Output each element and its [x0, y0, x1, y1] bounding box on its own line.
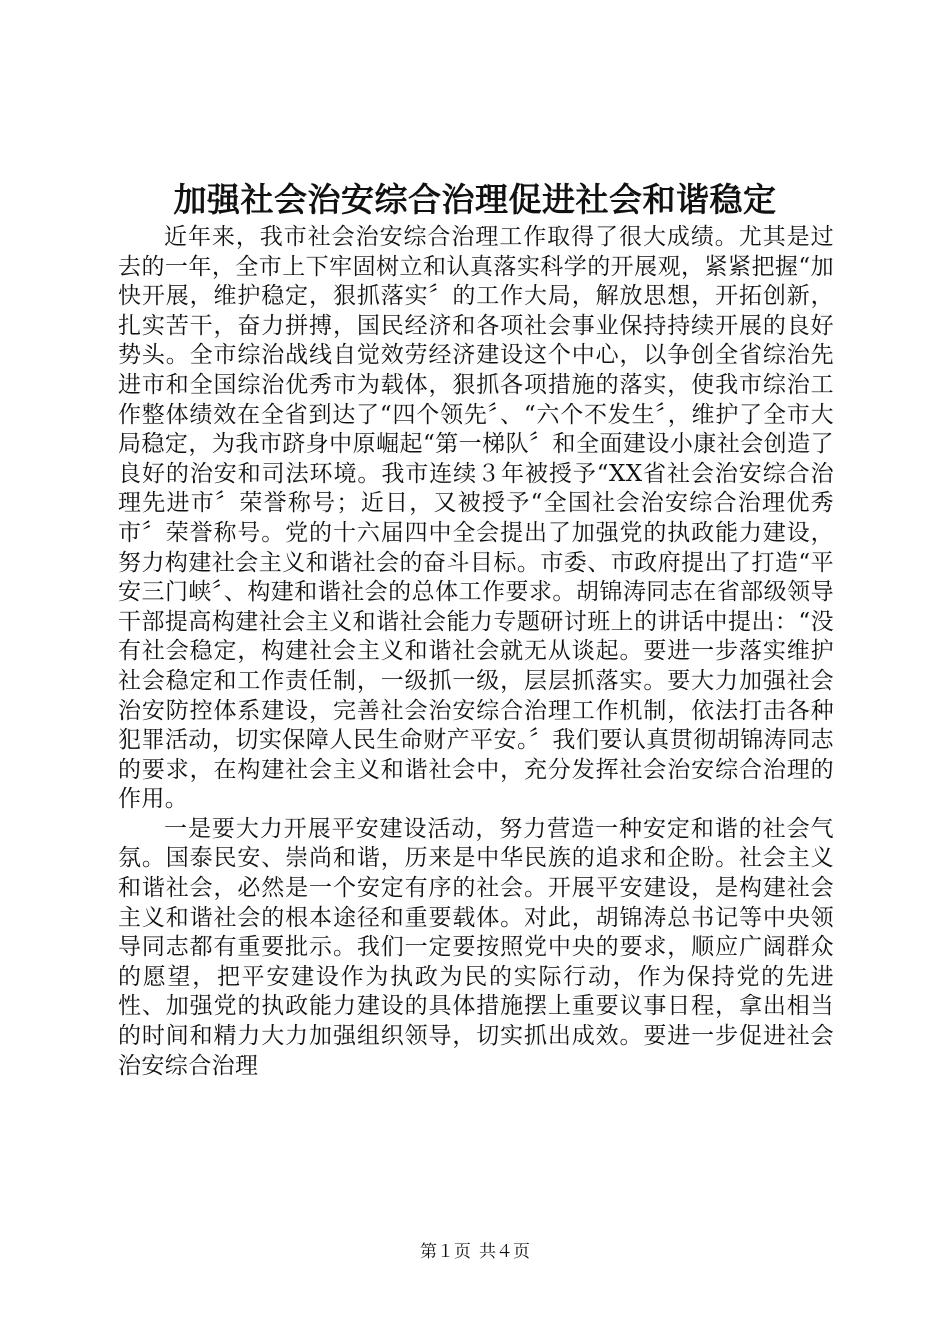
- page-number: 第１页: [420, 1242, 471, 1262]
- paragraph-2: 一是要大力开展平安建设活动，努力营造一种安定和谐的社会气氛。国泰民安、崇尚和谐，历来是中华民族的追求和企盼。社会主义和谐社会，必然是一个安定有序的社会。开展平安建设，是构建社会主义和谐社会的根本途径和重要载体。对此，胡锦涛总书记等中央领导同志都有重要批示。我们一定要按照党中央的要求，顺应广阔群众的愿望，把平安建设作为执政为民的实际行动，作为保持党的先进性、加强党的执政能力建设的具体措施摆上重要议事日程，拿出相当的时间和精力大力加强组织领导，切实抓出成效。要进一步促进社会治安综合治理: [118, 815, 834, 1079]
- page-footer: [0, 1240, 950, 1264]
- paragraph-1: 近年来，我市社会治安综合治理工作取得了很大成绩。尤其是过去的一年，全市上下牢固树立和认真落实科学的开展观，紧紧把握“加快开展，维护稳定，狠抓落实〞的工作大局，解放思想，开拓创新，扎实苦干，奋力拼搏，国民经济和各项社会事业保持持续开展的良好势头。全市综治战线自觉效劳经济建设这个中心，以争创全省综治先进市和全国综治优秀市为载体，狠抓各项措施的落实，使我市综治工作整体绩效在全省到达了“四个领先〞、“六个不发生〞，维护了全市大局稳定，为我市跻身中原崛起“第一梯队〞和全面建设小康社会创造了良好的治安和司法环境。我市连续３年被授予“XX省社会治安综合治理先进市〞荣誉称号；近日，又被授予“全国社会治安综合治理优秀市〞荣誉称号。党的十六届四中全会提出了加强党的执政能力建设，努力构建社会主义和谐社会的奋斗目标。市委、市政府提出了打造“平安三门峡〞、构建和谐社会的总体工作要求。胡锦涛同志在省部级领导干部提高构建社会主义和谐社会能力专题研讨班上的讲话中提出：“没有社会稳定，构建社会主义和谐社会就无从谈起。要进一步落实维护社会稳定和工作责任制，一级抓一级，层层抓落实。要大力加强社会治安防控体系建设，完善社会治安综合治理工作机制，依法打击各种犯罪活动，切实保障人民生命财产平安。〞我们要认真贯彻胡锦涛同志的要求，在构建社会主义和谐社会中，充分发挥社会治安综合治理的作用。: [118, 224, 834, 813]
- document-title: 加强社会治安综合治理促进社会和谐稳定: [173, 180, 777, 219]
- page-total: 共４页: [479, 1242, 530, 1262]
- document-body: [118, 223, 834, 1081]
